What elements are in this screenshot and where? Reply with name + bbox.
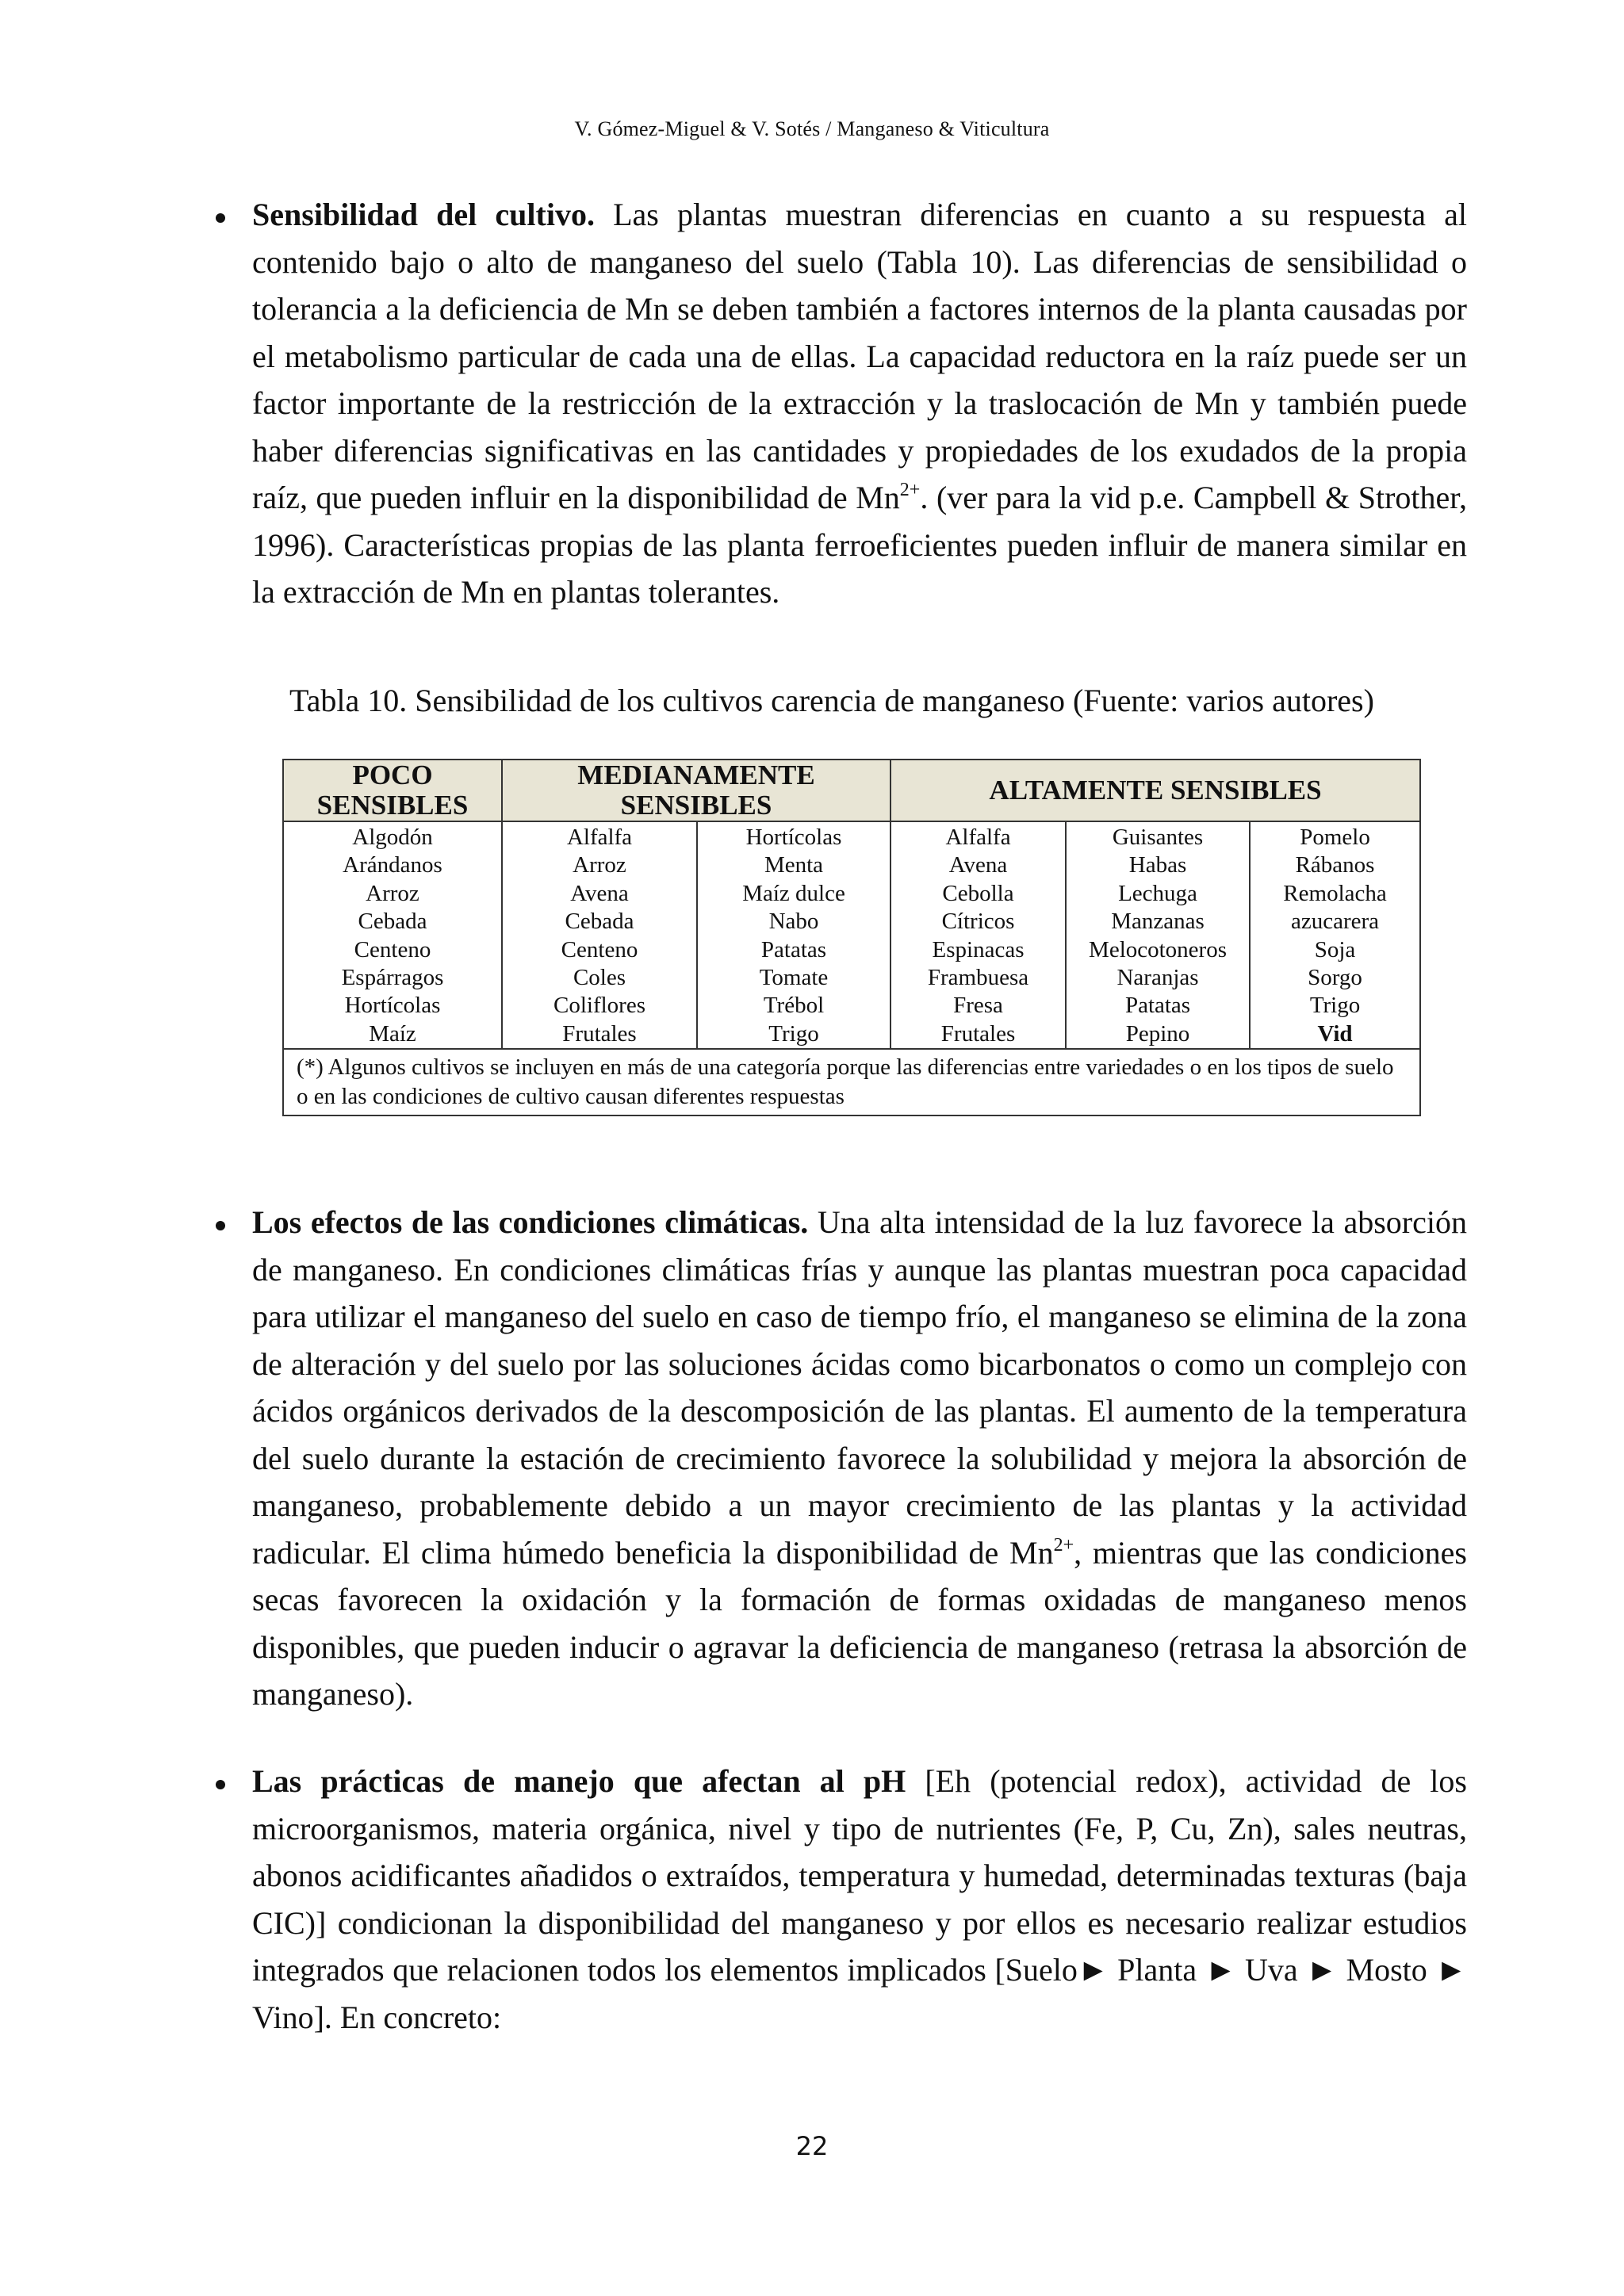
crop-cell: Patatas: [1124, 993, 1191, 1019]
crop-cell: Centeno: [561, 936, 638, 962]
crop-cell: Maíz: [369, 1020, 416, 1047]
crop-cell: Maíz dulce: [742, 880, 845, 906]
crop-cell: Menta: [764, 852, 824, 878]
superscript: 2+: [1053, 1534, 1074, 1556]
crop-cell: Arroz: [573, 852, 626, 878]
crop-cell: Melocotoneros: [1089, 936, 1227, 962]
crop-cell: Pepino: [1125, 1020, 1190, 1047]
crop-cell: Trébol: [763, 993, 825, 1019]
crop-cell: Frambuesa: [927, 965, 1029, 991]
paragraph-text: Las plantas muestran diferencias en cuanto a su respuesta al contenido bajo o alto de manganeso del suelo (Tabla 10). Las diferencias de sensibilidad o tolerancia a la deficiencia de Mn se deben también a factores internos de la planta causadas por el metabolismo particular de cada una de ellas. La capacidad reductora en la raíz puede ser un factor importante de la restricción de la extracción y la traslocación de Mn y también puede haber diferencias significativas en las cantidades y propiedades de los exudados de la propia raíz, que pueden influir en la disponibilidad de Mn: [252, 197, 1467, 515]
paragraph: [230, 1199, 1467, 1718]
column-medianamente-2: [697, 821, 891, 1049]
bullet-icon: [216, 213, 225, 223]
crop-cell: Naranjas: [1116, 965, 1199, 991]
crop-cell: Remolacha: [1283, 880, 1387, 906]
column-altamente-2: [1066, 821, 1250, 1049]
crop-cell: Centeno: [354, 936, 431, 962]
crop-cell: Rábanos: [1295, 852, 1375, 878]
bullet-icon: [216, 1221, 225, 1230]
crop-cell: Fresa: [953, 993, 1003, 1019]
paragraph-lead: Los efectos de las condiciones climáticas.: [252, 1204, 809, 1240]
crop-cell: Hortícolas: [344, 993, 441, 1019]
crop-cell: Frutales: [562, 1020, 637, 1047]
superscript: 2+: [899, 480, 921, 500]
bullet-section-practicas-manejo: [230, 1758, 1467, 2041]
crop-cell: Lechuga: [1118, 880, 1197, 906]
crop-cell: Avena: [570, 880, 629, 906]
crop-cell: Cebada: [358, 909, 427, 935]
table-footnote: (*) Algunos cultivos se incluyen en más de una categoría porque las diferencias entre variedades o en los tipos de suelo o en las condiciones de cultivo causan diferentes respuestas: [283, 1049, 1420, 1115]
crop-cell: Avena: [948, 852, 1008, 878]
table-caption: Tabla 10. Sensibilidad de los cultivos carencia de manganeso (Fuente: varios autores): [289, 683, 1374, 718]
bullet-icon: [216, 1780, 225, 1789]
table-body-row: [283, 821, 1420, 1049]
crop-cell: Espinacas: [932, 936, 1025, 962]
crop-cell: Soja: [1314, 936, 1356, 962]
crop-cell: Alfalfa: [566, 825, 633, 850]
crop-cell: azucarera: [1291, 909, 1380, 935]
crop-cell: Algodón: [352, 825, 433, 850]
paragraph-text: [Eh (potencial redox), actividad de los microorganismos, materia orgánica, nivel y tipo de nutrientes (Fe, P, Cu, Zn), sales neutras, abonos acidificantes añadidos o extraídos, temperatura y humedad, determinadas texturas (baja CIC)] condicionan la disponibilidad del manganeso y por ellos es necesario realizar estudios integrados que relacionen todos los elementos implicados [Suelo► Planta ► Uva ► Mosto ► Vino]. En concreto:: [252, 1763, 1467, 2035]
paragraph-text: Una alta intensidad de la luz favorece la absorción de manganeso. En condiciones climáticas frías y aunque las plantas muestran poca capacidad para utilizar el manganeso del suelo en caso de tiempo frío, el manganeso se elimina de la zona de alteración y del suelo por las soluciones ácidas como bicarbonatos o como un complejo con ácidos orgánicos derivados de la descomposición de las plantas. El aumento de la temperatura del suelo durante la estación de crecimiento favorece la solubilidad y mejora la absorción de manganeso, probablemente debido a un mayor crecimiento de las plantas y la actividad radicular. El clima húmedo beneficia la disponibilidad de Mn: [252, 1204, 1467, 1571]
crop-cell: Trigo: [768, 1020, 819, 1047]
crop-cell: Sorgo: [1308, 965, 1362, 991]
crop-cell: Coliflores: [553, 993, 645, 1019]
crop-cell: Alfalfa: [945, 825, 1011, 850]
crop-cell: Patatas: [760, 936, 827, 962]
header-medianamente-sensibles: MEDIANAMENTE SENSIBLES: [502, 760, 891, 821]
crop-cell: Cítricos: [941, 909, 1015, 935]
header-poco-sensibles: POCO SENSIBLES: [283, 760, 502, 821]
crop-cell: Nabo: [768, 909, 819, 935]
bullet-section-condiciones-climaticas: [230, 1199, 1467, 1718]
header-altamente-sensibles: ALTAMENTE SENSIBLES: [891, 760, 1420, 821]
crop-cell: Cebolla: [942, 880, 1014, 906]
crop-cell: Coles: [573, 965, 626, 991]
crop-cell: Vid: [1317, 1020, 1353, 1047]
crop-cell: Espárragos: [341, 965, 444, 991]
paragraph: [230, 1758, 1467, 2041]
crop-cell: Pomelo: [1300, 825, 1370, 850]
crop-cell: Cebada: [565, 909, 634, 935]
column-altamente-1: [891, 821, 1066, 1049]
column-medianamente-1: [502, 821, 697, 1049]
crop-cell: Arándanos: [343, 852, 442, 878]
column-altamente-3: [1250, 821, 1420, 1049]
crop-cell: Trigo: [1309, 993, 1361, 1019]
sensitivity-table: [282, 759, 1421, 1116]
running-header: V. Gómez-Miguel & V. Sotés / Manganeso & Viticultura: [574, 117, 1050, 140]
crop-cell: Guisantes: [1112, 825, 1204, 850]
crop-cell: Hortícolas: [745, 825, 842, 850]
paragraph-lead: Sensibilidad del cultivo.: [252, 197, 595, 232]
page-number: 22: [795, 2131, 829, 2161]
crop-cell: Frutales: [940, 1020, 1016, 1047]
table-header-row: [283, 760, 1420, 821]
crop-cell: Tomate: [759, 965, 829, 991]
bullet-section-sensibilidad: [230, 191, 1467, 616]
crop-cell: Arroz: [366, 880, 419, 906]
paragraph-text: . (ver para la vid p.e. Campbell & Strother, 1996). Características propias de las planta ferroeficientes pueden influir de manera similar en la extracción de Mn en plantas tolerantes.: [252, 480, 1467, 610]
crop-cell: Manzanas: [1111, 909, 1205, 935]
crop-cell: Habas: [1128, 852, 1187, 878]
paragraph-lead: Las prácticas de manejo que afectan al pH: [252, 1763, 906, 1799]
column-poco-sensibles: [283, 821, 502, 1049]
paragraph-text: , mientras que las condiciones secas favorecen la oxidación y la formación de formas oxidadas de manganeso menos disponibles, que pueden inducir o agravar la deficiencia de manganeso (retrasa la absorción de manganeso).: [252, 1534, 1467, 1712]
table-note-row: [283, 1049, 1420, 1115]
paragraph: [230, 191, 1467, 616]
